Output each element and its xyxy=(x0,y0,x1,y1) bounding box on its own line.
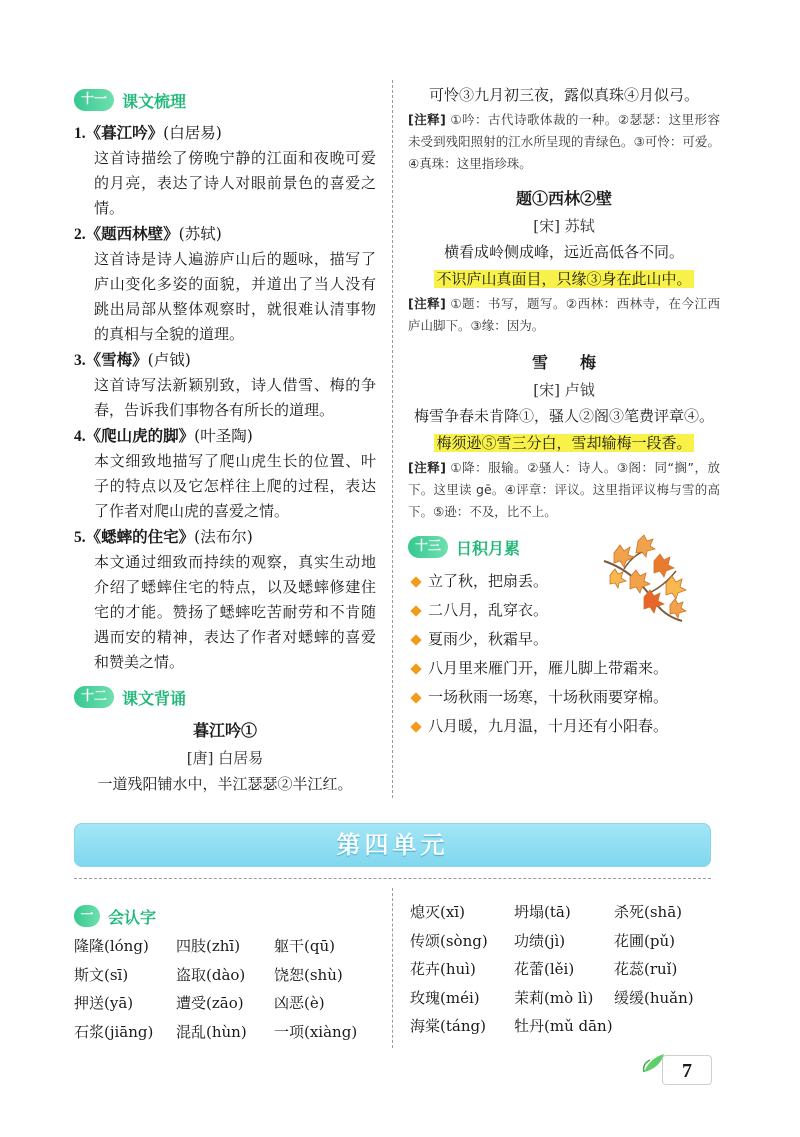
item-number: 2. xyxy=(74,226,86,243)
section-title: 会认字 xyxy=(108,907,157,927)
table-row xyxy=(74,932,374,961)
item-number: 1. xyxy=(74,125,86,142)
highlighted-poem-line: 不识庐山真面目，只缘③身在此山中。 xyxy=(436,270,692,288)
list-item xyxy=(408,712,720,741)
vocab-word: 隆隆(lóng) xyxy=(74,937,149,955)
proverb-text: 八月暖，九月温，十月还有小阳春。 xyxy=(428,717,669,735)
work-title: 《爬山虎的脚》 xyxy=(85,426,195,445)
table-row xyxy=(74,961,374,990)
proverb-text: 立了秋，把扇丢。 xyxy=(428,572,549,590)
poem-block-xuemei xyxy=(408,349,720,523)
poem-block-tixilinbi xyxy=(408,185,720,337)
work-title: 《雪梅》 xyxy=(85,350,148,369)
right-column xyxy=(408,82,720,741)
list-item xyxy=(408,654,720,683)
work-author: (法布尔) xyxy=(194,528,253,546)
proverb-area xyxy=(408,567,720,741)
section-number-badge: 十二 xyxy=(74,686,114,708)
vocab-word: 斯文(sī) xyxy=(74,965,129,984)
work-title: 《蟋蟀的住宅》 xyxy=(85,527,195,546)
bullet-diamond-icon xyxy=(410,576,421,587)
list-item xyxy=(408,625,720,654)
item-number: 5. xyxy=(74,529,86,546)
section-number-badge: 十一 xyxy=(74,89,114,111)
left-column xyxy=(74,82,376,798)
column-divider xyxy=(392,888,393,1048)
vocab-word: 海棠(táng) xyxy=(410,1017,486,1035)
vocab-word: 花蕾(lěi) xyxy=(514,960,575,978)
summary-text: 这首诗写法新颖别致，诗人借雪、梅的争春，告诉我们事物各有所长的道理。 xyxy=(94,376,376,419)
work-title: 《暮江吟》 xyxy=(85,123,164,142)
vocab-word: 传颂(sòng) xyxy=(410,931,488,950)
poem-author: [宋] 苏轼 xyxy=(533,217,595,235)
item-number: 4. xyxy=(74,428,86,445)
vocab-word: 花蕊(ruǐ) xyxy=(614,960,678,978)
bullet-diamond-icon xyxy=(410,692,421,703)
list-item xyxy=(408,683,720,712)
table-row xyxy=(74,1018,374,1047)
vocab-word: 花卉(huì) xyxy=(410,960,476,978)
poem-title: 暮江吟① xyxy=(192,721,257,740)
poem-line: 一道残阳铺水中，半江瑟瑟②半江红。 xyxy=(97,775,353,793)
bullet-diamond-icon xyxy=(410,605,421,616)
table-row xyxy=(410,955,720,984)
poem-author: [宋] 卢钺 xyxy=(533,381,595,399)
autumn-leaves-illustration xyxy=(594,531,690,627)
vocab-word: 熄灭(xī) xyxy=(410,903,465,921)
section-header-vocab xyxy=(74,902,156,930)
vocab-word: 遭受(zāo) xyxy=(176,994,244,1012)
column-divider xyxy=(392,80,393,798)
bullet-diamond-icon xyxy=(410,721,421,732)
page-number-box xyxy=(662,1055,712,1085)
vocab-table-left xyxy=(74,932,374,1046)
summary-item xyxy=(74,347,376,423)
note-text: ①题：书写，题写。②西林：西林寺，在今江西庐山脚下。③缘：因为。 xyxy=(408,296,720,333)
vocab-word: 一项(xiàng) xyxy=(274,1022,358,1041)
summary-text: 这首诗描绘了傍晚宁静的江面和夜晚可爱的月亮，表达了诗人对眼前景色的喜爱之情。 xyxy=(94,149,376,217)
table-row xyxy=(410,1012,720,1041)
poem-notes xyxy=(408,293,720,337)
vocab-word: 坍塌(tā) xyxy=(514,903,571,921)
summary-item xyxy=(74,221,376,347)
unit-banner xyxy=(74,823,711,867)
vocab-word: 饶恕(shù) xyxy=(274,965,343,984)
vocab-word: 缓缓(huǎn) xyxy=(614,988,694,1007)
vocab-word: 四肢(zhī) xyxy=(176,937,241,955)
note-tag: [注释] xyxy=(408,296,446,311)
section-header-summary xyxy=(74,86,376,114)
section-number-badge: 一 xyxy=(74,905,100,927)
summary-item xyxy=(74,120,376,221)
unit-title: 第四单元 xyxy=(336,831,449,859)
note-tag: [注释] xyxy=(408,112,446,127)
work-title: 《题西林壁》 xyxy=(85,224,179,243)
summary-text: 本文细致地描写了爬山虎生长的位置、叶子的特点以及它怎样往上爬的过程，表达了作者对爬山虎的喜爱之情。 xyxy=(94,452,376,520)
poem-author: [唐] 白居易 xyxy=(186,749,264,767)
work-author: (苏轼) xyxy=(178,225,222,243)
proverb-text: 二八月，乱穿衣。 xyxy=(428,601,549,619)
summary-item xyxy=(74,524,376,675)
vocab-word: 盗取(dào) xyxy=(176,965,246,984)
poem-title: 雪 梅 xyxy=(531,353,596,372)
poem-notes xyxy=(408,457,720,523)
proverb-text: 八月里来雁门开，雁儿脚上带霜来。 xyxy=(428,659,669,677)
poem-line: 可怜③九月初三夜，露似真珠④月似弓。 xyxy=(428,86,699,104)
vocab-word: 押送(yā) xyxy=(74,994,134,1012)
work-author: (叶圣陶) xyxy=(194,427,253,445)
note-text: ①吟：古代诗歌体裁的一种。②瑟瑟：这里形容未受到残阳照射的江水所呈现的青绿色。③可怜：可爱。④真珠：这里指珍珠。 xyxy=(408,112,720,171)
vocab-word: 混乱(hùn) xyxy=(176,1022,247,1041)
section-title: 课文梳理 xyxy=(122,91,187,111)
section-title: 日积月累 xyxy=(456,538,521,558)
proverb-text: 夏雨少，秋霜早。 xyxy=(428,630,549,648)
vocab-word: 牡丹(mǔ dān) xyxy=(514,1017,613,1035)
proverb-text: 一场秋雨一场寒，十场秋雨要穿棉。 xyxy=(428,688,669,706)
vocab-word: 石浆(jiāng) xyxy=(74,1022,154,1041)
summary-text: 本文通过细致而持续的观察，真实生动地介绍了蟋蟀住宅的特点，以及蟋蟀修建住宅的才能。赞扬了蟋蟀吃苦耐劳和不肯随遇而安的精神，表达了作者对蟋蟀的喜爱和赞美之情。 xyxy=(94,553,376,671)
vocab-word: 凶恶(è) xyxy=(274,994,325,1012)
bullet-diamond-icon xyxy=(410,634,421,645)
section-divider xyxy=(74,878,711,879)
summary-text: 这首诗是诗人遍游庐山后的题咏，描写了庐山变化多姿的面貌，并道出了当人没有跳出局部从整体观察时，就很难认清事物的真相与全貌的道理。 xyxy=(94,250,376,343)
work-author: (卢钺) xyxy=(147,351,191,369)
vocab-table-right xyxy=(410,898,720,1041)
vocab-word: 茉莉(mò lì) xyxy=(514,988,594,1007)
section-number-badge: 十三 xyxy=(408,536,448,558)
section-header-recite xyxy=(74,683,376,711)
page-number: 7 xyxy=(682,1060,692,1082)
poem-notes xyxy=(408,109,720,175)
note-text: ①降：服输。②骚人：诗人。③阁：同“搁”，放下。这里读 gē。④评章：评议。这里指评议梅与雪的高下。⑤逊：不及，比不上。 xyxy=(408,460,720,519)
section-title: 课文背诵 xyxy=(122,688,187,708)
poem-line: 横看成岭侧成峰，远近高低各不同。 xyxy=(443,243,684,261)
bullet-diamond-icon xyxy=(410,663,421,674)
table-row xyxy=(74,989,374,1018)
vocab-word: 玫瑰(méi) xyxy=(410,988,480,1007)
poem-title: 题①西林②壁 xyxy=(515,189,612,208)
vocab-word: 躯干(qū) xyxy=(274,937,335,955)
summary-item xyxy=(74,423,376,524)
poem-block-mujiangyin xyxy=(74,717,376,798)
vocab-word: 功绩(jì) xyxy=(514,931,566,950)
table-row xyxy=(410,898,720,927)
item-number: 3. xyxy=(74,352,86,369)
work-author: (白居易) xyxy=(163,124,222,142)
note-tag: [注释] xyxy=(408,460,446,475)
poem-line: 梅雪争春未肯降①，骚人②阁③笔费评章④。 xyxy=(413,407,714,425)
highlighted-poem-line: 梅须逊⑤雪三分白，雪却输梅一段香。 xyxy=(436,434,692,452)
vocab-word: 花圃(pǔ) xyxy=(614,931,675,950)
vocab-word: 杀死(shā) xyxy=(614,903,683,921)
table-row xyxy=(410,984,720,1013)
table-row xyxy=(410,927,720,956)
